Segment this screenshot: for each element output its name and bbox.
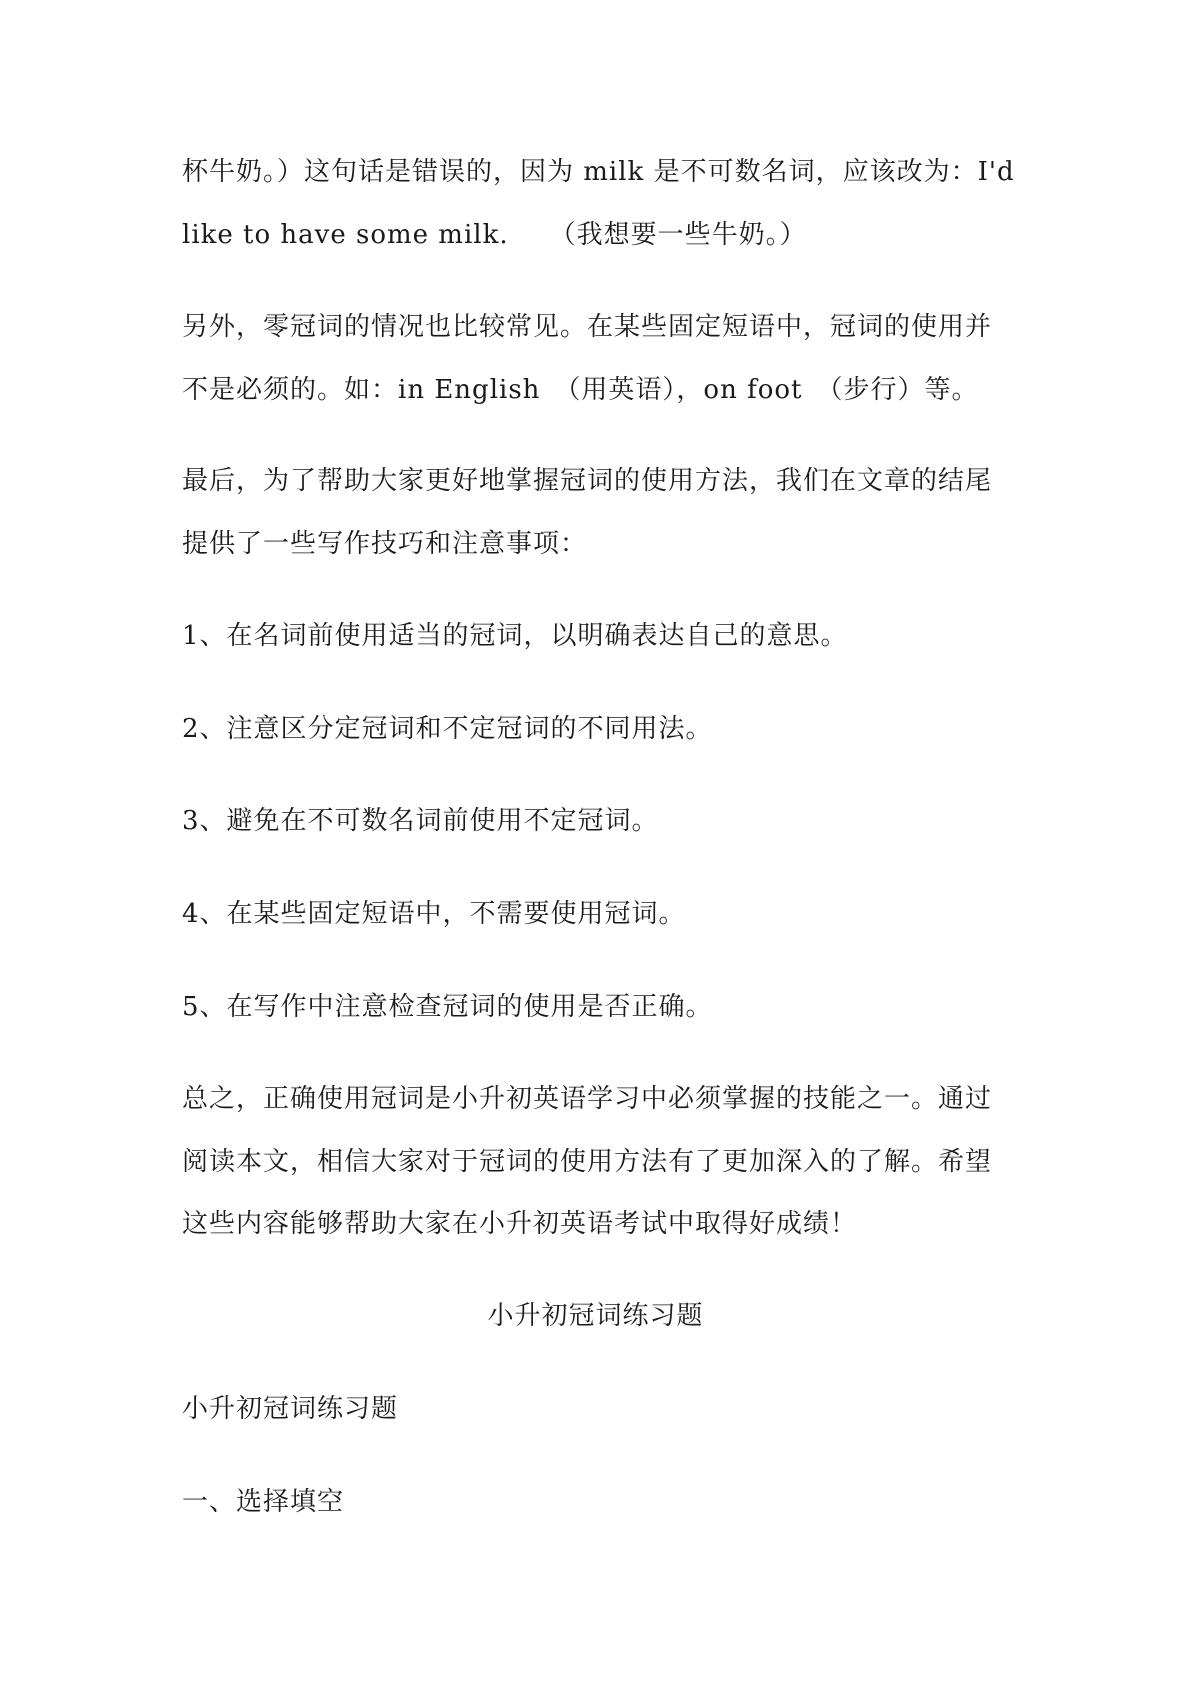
paragraph-line: 总之，正确使用冠词是小升初英语学习中必须掌握的技能之一。通过 — [182, 1084, 993, 1114]
paragraph-line: 阅读本文，相信大家对于冠词的使用方法有了更加深入的了解。希望 — [182, 1147, 993, 1177]
paragraph-line: 最后，为了帮助大家更好地掌握冠词的使用方法，我们在文章的结尾 — [182, 466, 993, 496]
list-item: 2、注意区分定冠词和不定冠词的不同用法。 — [182, 714, 713, 744]
subtitle: 小升初冠词练习题 — [182, 1394, 399, 1424]
list-item: 5、在写作中注意检查冠词的使用是否正确。 — [182, 992, 713, 1022]
section-title: 小升初冠词练习题 — [487, 1301, 704, 1331]
list-item: 1、在名词前使用适当的冠词，以明确表达自己的意思。 — [182, 621, 848, 651]
paragraph-line: 提供了一些写作技巧和注意事项： — [182, 529, 588, 559]
paragraph-line: 这些内容能够帮助大家在小升初英语考试中取得好成绩！ — [182, 1209, 858, 1239]
paragraph-line: like to have some milk. （我想要一些牛奶。） — [182, 220, 807, 250]
list-item: 4、在某些固定短语中，不需要使用冠词。 — [182, 899, 686, 929]
paragraph-line: 杯牛奶。）这句话是错误的，因为 milk 是不可数名词，应该改为：I'd — [182, 157, 1015, 187]
section-heading: 一、选择填空 — [182, 1487, 345, 1517]
paragraph-line: 另外，零冠词的情况也比较常见。在某些固定短语中，冠词的使用并 — [182, 312, 993, 342]
list-item: 3、避免在不可数名词前使用不定冠词。 — [182, 806, 659, 836]
paragraph-line: 不是必须的。如：in English （用英语），on foot （步行）等。 — [182, 375, 979, 405]
